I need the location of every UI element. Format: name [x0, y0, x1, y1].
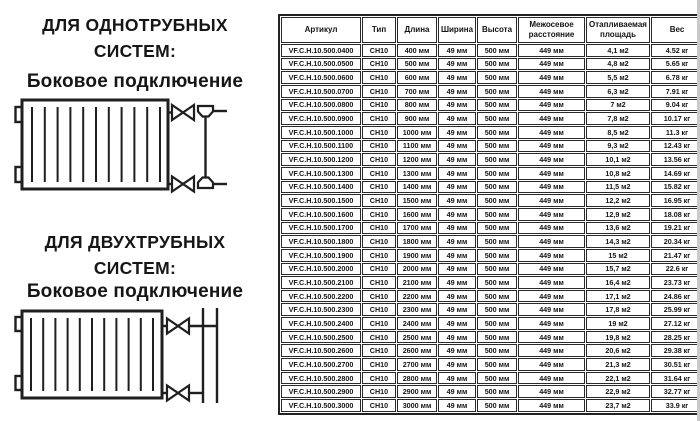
- table-cell: 449 мм: [518, 358, 585, 371]
- valve-icon: [172, 177, 194, 192]
- spec-table-head-row: [281, 17, 700, 43]
- table-cell: 20.34 кг: [651, 235, 700, 248]
- table-cell: 15,7 м2: [586, 263, 650, 276]
- table-cell: 16,4 м2: [586, 276, 650, 289]
- table-cell: VF.C.H.10.500.1800: [281, 235, 361, 248]
- table-row: [281, 276, 700, 289]
- table-cell: VF.C.H.10.500.1400: [281, 181, 361, 194]
- table-cell: 500 мм: [477, 303, 517, 316]
- union-fitting-icon: [198, 178, 213, 189]
- table-row: [281, 249, 700, 262]
- table-cell: 2100 мм: [397, 276, 437, 289]
- radiator-fins: [31, 318, 153, 391]
- table-cell: CH10: [362, 208, 396, 221]
- wall-bracket-icon: [16, 107, 23, 122]
- table-cell: 600 мм: [397, 71, 437, 84]
- table-cell: 500 мм: [477, 399, 517, 412]
- table-cell: CH10: [362, 263, 396, 276]
- table-cell: 500 мм: [477, 331, 517, 344]
- table-cell: 25.99 кг: [651, 303, 700, 316]
- table-cell: 3000 мм: [397, 399, 437, 412]
- table-cell: 11.3 кг: [651, 126, 700, 139]
- two-pipe-title: ДЛЯ ДВУХТРУБНЫХ СИСТЕМ:: [44, 232, 226, 279]
- column-header: Высота: [477, 17, 517, 43]
- table-cell: 500 мм: [477, 372, 517, 385]
- table-cell: CH10: [362, 303, 396, 316]
- table-cell: 16.95 кг: [651, 194, 700, 207]
- table-cell: 449 мм: [518, 331, 585, 344]
- valve-icon: [167, 319, 189, 334]
- table-cell: 449 мм: [518, 58, 585, 71]
- table-cell: 2700 мм: [397, 358, 437, 371]
- table-row: [281, 399, 700, 412]
- table-cell: 449 мм: [518, 126, 585, 139]
- table-cell: 1900 мм: [397, 249, 437, 262]
- table-cell: CH10: [362, 85, 396, 98]
- table-cell: 27.12 кг: [651, 317, 700, 330]
- table-cell: VF.C.H.10.500.0400: [281, 44, 361, 57]
- table-cell: VF.C.H.10.500.2300: [281, 303, 361, 316]
- table-cell: VF.C.H.10.500.0700: [281, 85, 361, 98]
- table-cell: 1200 мм: [397, 153, 437, 166]
- table-cell: 22,1 м2: [586, 372, 650, 385]
- table-cell: 23.73 кг: [651, 276, 700, 289]
- table-cell: 5.65 кг: [651, 58, 700, 71]
- table-cell: 500 мм: [397, 58, 437, 71]
- table-cell: 500 мм: [477, 358, 517, 371]
- table-cell: 9.04 кг: [651, 99, 700, 112]
- table-cell: CH10: [362, 126, 396, 139]
- table-cell: 500 мм: [477, 344, 517, 357]
- table-cell: 2300 мм: [397, 303, 437, 316]
- table-cell: 12.43 кг: [651, 140, 700, 153]
- spec-table: [278, 14, 700, 415]
- table-cell: VF.C.H.10.500.1000: [281, 126, 361, 139]
- table-cell: VF.C.H.10.500.2800: [281, 372, 361, 385]
- table-cell: 14,3 м2: [586, 235, 650, 248]
- table-cell: 20,6 м2: [586, 344, 650, 357]
- table-cell: 500 мм: [477, 385, 517, 398]
- table-cell: 28.25 кг: [651, 331, 700, 344]
- table-cell: 21,3 м2: [586, 358, 650, 371]
- column-header: Артикул: [281, 17, 361, 43]
- table-row: [281, 222, 700, 235]
- table-cell: VF.C.H.10.500.0800: [281, 99, 361, 112]
- table-cell: 12,9 м2: [586, 208, 650, 221]
- table-cell: VF.C.H.10.500.1300: [281, 167, 361, 180]
- table-cell: VF.C.H.10.500.1100: [281, 140, 361, 153]
- table-cell: CH10: [362, 44, 396, 57]
- table-cell: CH10: [362, 167, 396, 180]
- table-cell: 500 мм: [477, 112, 517, 125]
- table-cell: VF.C.H.10.500.2100: [281, 276, 361, 289]
- table-cell: VF.C.H.10.500.1200: [281, 153, 361, 166]
- table-cell: 18.08 кг: [651, 208, 700, 221]
- table-row: [281, 99, 700, 112]
- table-cell: 49 мм: [438, 372, 476, 385]
- table-cell: 500 мм: [477, 317, 517, 330]
- table-cell: 9,3 м2: [586, 140, 650, 153]
- table-cell: VF.C.H.10.500.2500: [281, 331, 361, 344]
- table-cell: 449 мм: [518, 167, 585, 180]
- table-cell: CH10: [362, 276, 396, 289]
- table-cell: CH10: [362, 235, 396, 248]
- table-cell: 6,3 м2: [586, 85, 650, 98]
- table-cell: 449 мм: [518, 317, 585, 330]
- table-cell: 449 мм: [518, 222, 585, 235]
- table-cell: 500 мм: [477, 276, 517, 289]
- table-cell: 13,6 м2: [586, 222, 650, 235]
- table-cell: 49 мм: [438, 112, 476, 125]
- table-row: [281, 58, 700, 71]
- table-cell: 31.64 кг: [651, 372, 700, 385]
- table-cell: 500 мм: [477, 235, 517, 248]
- table-cell: CH10: [362, 399, 396, 412]
- table-cell: CH10: [362, 194, 396, 207]
- table-cell: VF.C.H.10.500.1500: [281, 194, 361, 207]
- table-cell: 449 мм: [518, 99, 585, 112]
- table-cell: 500 мм: [477, 71, 517, 84]
- radiator-icon: [16, 100, 169, 189]
- table-cell: CH10: [362, 358, 396, 371]
- table-cell: 29.38 кг: [651, 344, 700, 357]
- table-cell: 449 мм: [518, 181, 585, 194]
- table-cell: 449 мм: [518, 385, 585, 398]
- wall-bracket-icon: [16, 317, 23, 331]
- table-cell: VF.C.H.10.500.0900: [281, 112, 361, 125]
- table-cell: 500 мм: [477, 140, 517, 153]
- table-cell: 500 мм: [477, 290, 517, 303]
- table-row: [281, 112, 700, 125]
- table-cell: 500 мм: [477, 208, 517, 221]
- table-cell: 2000 мм: [397, 263, 437, 276]
- riser-pipes: [203, 308, 217, 403]
- table-cell: 49 мм: [438, 181, 476, 194]
- one-pipe-connection-diagram: [12, 97, 230, 197]
- table-cell: CH10: [362, 331, 396, 344]
- table-cell: 22.6 кг: [651, 263, 700, 276]
- table-cell: 449 мм: [518, 153, 585, 166]
- table-cell: CH10: [362, 290, 396, 303]
- table-cell: 4.52 кг: [651, 44, 700, 57]
- table-cell: VF.C.H.10.500.1600: [281, 208, 361, 221]
- table-cell: 2600 мм: [397, 344, 437, 357]
- table-cell: 15.82 кг: [651, 181, 700, 194]
- table-cell: 6.78 кг: [651, 71, 700, 84]
- column-header: Тип: [362, 17, 396, 43]
- column-header: Межосевое расстояние: [518, 17, 585, 43]
- table-row: [281, 181, 700, 194]
- table-cell: 449 мм: [518, 372, 585, 385]
- table-cell: 4,8 м2: [586, 58, 650, 71]
- table-cell: CH10: [362, 385, 396, 398]
- wall-bracket-icon: [16, 167, 23, 182]
- table-cell: CH10: [362, 71, 396, 84]
- table-cell: 7 м2: [586, 99, 650, 112]
- table-row: [281, 126, 700, 139]
- table-cell: 49 мм: [438, 44, 476, 57]
- valve-icon: [167, 386, 189, 401]
- table-cell: 17,1 м2: [586, 290, 650, 303]
- table-cell: 49 мм: [438, 331, 476, 344]
- column-header: Ширина: [438, 17, 476, 43]
- table-cell: 449 мм: [518, 303, 585, 316]
- radiator-fins: [32, 107, 160, 182]
- table-cell: 49 мм: [438, 85, 476, 98]
- table-cell: 500 мм: [477, 249, 517, 262]
- table-cell: VF.C.H.10.500.1900: [281, 249, 361, 262]
- table-cell: CH10: [362, 372, 396, 385]
- table-cell: 2800 мм: [397, 372, 437, 385]
- table-cell: CH10: [362, 181, 396, 194]
- table-cell: 1700 мм: [397, 222, 437, 235]
- table-cell: CH10: [362, 99, 396, 112]
- table-cell: CH10: [362, 344, 396, 357]
- table-row: [281, 303, 700, 316]
- wall-bracket-icon: [16, 376, 23, 390]
- table-cell: 700 мм: [397, 85, 437, 98]
- table-cell: 1800 мм: [397, 235, 437, 248]
- table-cell: 500 мм: [477, 181, 517, 194]
- table-row: [281, 263, 700, 276]
- table-row: [281, 208, 700, 221]
- table-row: [281, 235, 700, 248]
- table-cell: VF.C.H.10.500.2700: [281, 358, 361, 371]
- table-row: [281, 194, 700, 207]
- table-cell: 1100 мм: [397, 140, 437, 153]
- table-cell: 900 мм: [397, 112, 437, 125]
- table-cell: 12,2 м2: [586, 194, 650, 207]
- table-cell: VF.C.H.10.500.2000: [281, 263, 361, 276]
- column-header: Длина: [397, 17, 437, 43]
- table-row: [281, 344, 700, 357]
- table-cell: 2200 мм: [397, 290, 437, 303]
- table-cell: 500 мм: [477, 58, 517, 71]
- table-cell: 1500 мм: [397, 194, 437, 207]
- left-panel: [0, 0, 272, 421]
- table-cell: 449 мм: [518, 249, 585, 262]
- table-cell: 33.9 кг: [651, 399, 700, 412]
- table-cell: 49 мм: [438, 399, 476, 412]
- table-cell: 449 мм: [518, 344, 585, 357]
- table-cell: 49 мм: [438, 222, 476, 235]
- table-cell: 49 мм: [438, 99, 476, 112]
- table-cell: 10,1 м2: [586, 153, 650, 166]
- table-cell: 500 мм: [477, 153, 517, 166]
- table-cell: 500 мм: [477, 222, 517, 235]
- table-row: [281, 44, 700, 57]
- radiator-icon: [16, 311, 163, 398]
- table-cell: 49 мм: [438, 235, 476, 248]
- table-cell: 49 мм: [438, 290, 476, 303]
- table-cell: CH10: [362, 249, 396, 262]
- table-cell: 19,8 м2: [586, 331, 650, 344]
- single-pipe-subtitle: Боковое подключение: [26, 71, 244, 92]
- table-cell: 21.47 кг: [651, 249, 700, 262]
- table-cell: 400 мм: [397, 44, 437, 57]
- table-cell: 7.91 кг: [651, 85, 700, 98]
- table-cell: 22,9 м2: [586, 385, 650, 398]
- table-row: [281, 140, 700, 153]
- table-cell: 49 мм: [438, 208, 476, 221]
- column-header: Отапливаемая площадь: [586, 17, 650, 43]
- table-cell: CH10: [362, 222, 396, 235]
- spec-table-wrap: [278, 14, 696, 415]
- table-cell: 11,5 м2: [586, 181, 650, 194]
- table-row: [281, 167, 700, 180]
- table-cell: 2400 мм: [397, 317, 437, 330]
- table-cell: 49 мм: [438, 263, 476, 276]
- table-cell: 8,5 м2: [586, 126, 650, 139]
- table-cell: CH10: [362, 153, 396, 166]
- table-cell: 1600 мм: [397, 208, 437, 221]
- table-row: [281, 331, 700, 344]
- table-cell: 1400 мм: [397, 181, 437, 194]
- table-cell: 2900 мм: [397, 385, 437, 398]
- table-cell: 2500 мм: [397, 331, 437, 344]
- table-cell: 449 мм: [518, 140, 585, 153]
- union-fitting-icon: [198, 106, 213, 117]
- table-cell: 449 мм: [518, 208, 585, 221]
- table-cell: CH10: [362, 140, 396, 153]
- valve-icon: [172, 105, 194, 120]
- table-cell: 5,5 м2: [586, 71, 650, 84]
- table-cell: 500 мм: [477, 85, 517, 98]
- single-pipe-title: ДЛЯ ОДНОТРУБНЫХ СИСТЕМ:: [42, 15, 228, 62]
- table-cell: VF.C.H.10.500.2200: [281, 290, 361, 303]
- table-cell: 500 мм: [477, 126, 517, 139]
- table-cell: 449 мм: [518, 263, 585, 276]
- table-cell: CH10: [362, 58, 396, 71]
- table-cell: 49 мм: [438, 358, 476, 371]
- table-cell: 449 мм: [518, 290, 585, 303]
- table-cell: 49 мм: [438, 153, 476, 166]
- table-cell: 1000 мм: [397, 126, 437, 139]
- two-pipe-subtitle: Боковое подключение: [26, 281, 244, 302]
- table-cell: 500 мм: [477, 99, 517, 112]
- table-cell: VF.C.H.10.500.2900: [281, 385, 361, 398]
- table-cell: 19.21 кг: [651, 222, 700, 235]
- table-cell: VF.C.H.10.500.1700: [281, 222, 361, 235]
- table-cell: 23,7 м2: [586, 399, 650, 412]
- table-cell: 19 м2: [586, 317, 650, 330]
- table-cell: 30.51 кг: [651, 358, 700, 371]
- column-header: Вес: [651, 17, 700, 43]
- table-cell: 10.17 кг: [651, 112, 700, 125]
- table-row: [281, 317, 700, 330]
- table-cell: VF.C.H.10.500.2400: [281, 317, 361, 330]
- table-cell: CH10: [362, 112, 396, 125]
- table-cell: CH10: [362, 317, 396, 330]
- table-cell: 49 мм: [438, 276, 476, 289]
- table-row: [281, 372, 700, 385]
- table-cell: 49 мм: [438, 249, 476, 262]
- table-cell: 449 мм: [518, 399, 585, 412]
- table-row: [281, 358, 700, 371]
- table-cell: 449 мм: [518, 71, 585, 84]
- table-cell: 49 мм: [438, 140, 476, 153]
- table-cell: 24.86 кг: [651, 290, 700, 303]
- table-cell: 49 мм: [438, 194, 476, 207]
- table-cell: 449 мм: [518, 44, 585, 57]
- table-cell: 49 мм: [438, 303, 476, 316]
- table-cell: 15 м2: [586, 249, 650, 262]
- table-cell: 449 мм: [518, 276, 585, 289]
- table-cell: VF.C.H.10.500.3000: [281, 399, 361, 412]
- table-cell: VF.C.H.10.500.2600: [281, 344, 361, 357]
- table-cell: 17,8 м2: [586, 303, 650, 316]
- table-cell: 1300 мм: [397, 167, 437, 180]
- table-cell: 49 мм: [438, 71, 476, 84]
- table-cell: 49 мм: [438, 344, 476, 357]
- table-row: [281, 85, 700, 98]
- table-cell: VF.C.H.10.500.0600: [281, 71, 361, 84]
- table-cell: 49 мм: [438, 385, 476, 398]
- two-pipe-connection-diagram: [12, 306, 230, 406]
- spec-table-body: [281, 44, 700, 412]
- table-row: [281, 153, 700, 166]
- table-cell: 49 мм: [438, 58, 476, 71]
- table-cell: 449 мм: [518, 235, 585, 248]
- table-cell: 4,1 м2: [586, 44, 650, 57]
- table-cell: 32.77 кг: [651, 385, 700, 398]
- table-cell: 500 мм: [477, 263, 517, 276]
- table-cell: 49 мм: [438, 126, 476, 139]
- table-cell: 800 мм: [397, 99, 437, 112]
- table-cell: 500 мм: [477, 194, 517, 207]
- table-row: [281, 385, 700, 398]
- table-cell: 10,8 м2: [586, 167, 650, 180]
- table-cell: 13.56 кг: [651, 153, 700, 166]
- table-cell: 449 мм: [518, 85, 585, 98]
- table-row: [281, 71, 700, 84]
- table-cell: 500 мм: [477, 167, 517, 180]
- table-row: [281, 290, 700, 303]
- table-cell: 49 мм: [438, 167, 476, 180]
- table-cell: 14.69 кг: [651, 167, 700, 180]
- table-cell: 500 мм: [477, 44, 517, 57]
- table-cell: 7,8 м2: [586, 112, 650, 125]
- table-cell: 449 мм: [518, 112, 585, 125]
- table-cell: 449 мм: [518, 194, 585, 207]
- table-cell: 49 мм: [438, 317, 476, 330]
- table-cell: VF.C.H.10.500.0500: [281, 58, 361, 71]
